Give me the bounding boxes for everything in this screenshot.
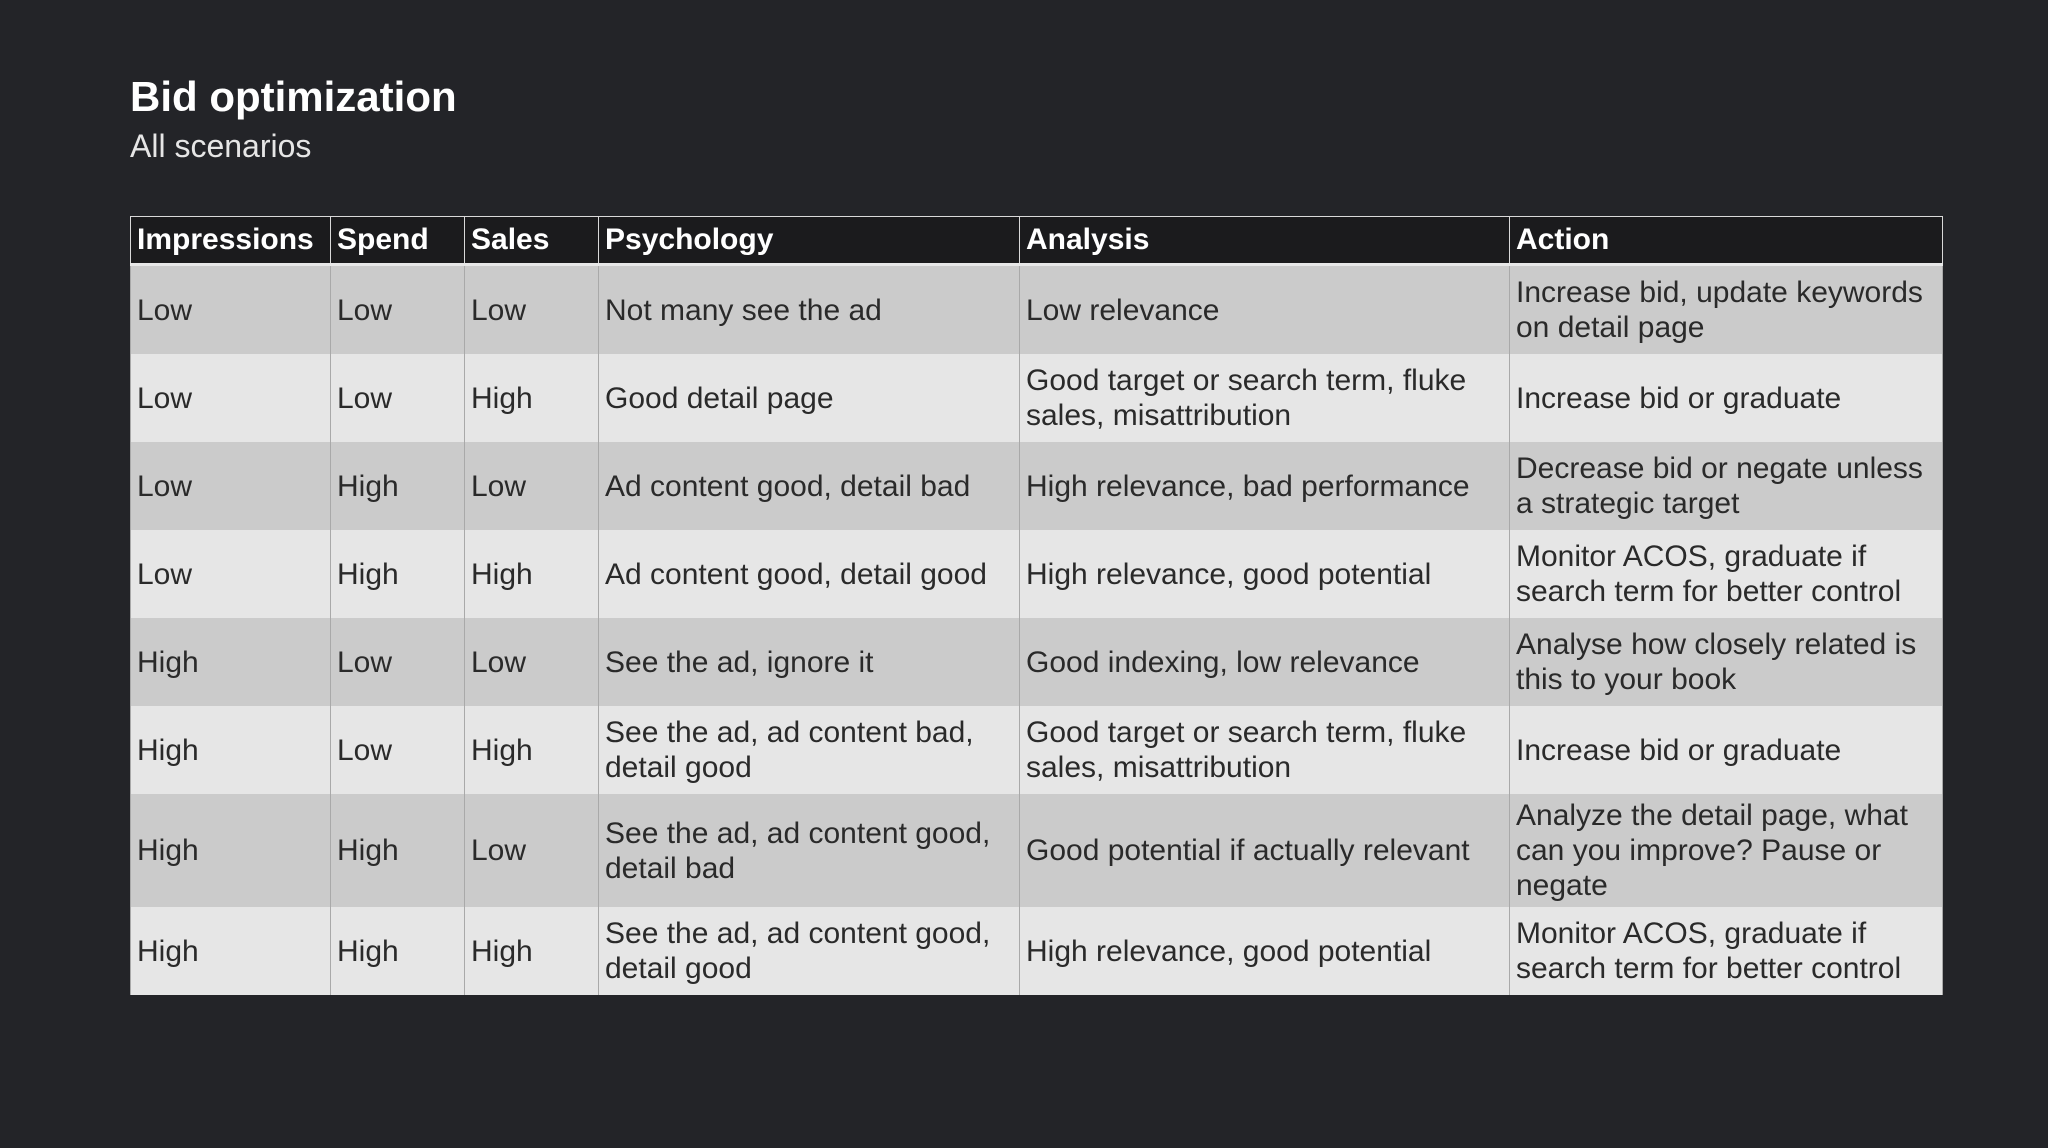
cell-sales: High [465,706,599,794]
cell-spend: High [331,442,465,530]
cell-action: Decrease bid or negate unless a strategic target [1510,442,1943,530]
cell-spend: Low [331,354,465,442]
header-spend: Spend [331,217,465,265]
table-header-row [131,217,1943,265]
cell-analysis: High relevance, good potential [1020,907,1510,995]
cell-impressions: High [131,706,331,794]
table-row [131,618,1943,706]
table-row [131,907,1943,995]
table-row [131,442,1943,530]
cell-analysis: High relevance, good potential [1020,530,1510,618]
cell-analysis: Good potential if actually relevant [1020,794,1510,907]
header-sales: Sales [465,217,599,265]
cell-impressions: Low [131,442,331,530]
cell-impressions: High [131,794,331,907]
cell-sales: Low [465,265,599,355]
cell-sales: High [465,907,599,995]
cell-spend: Low [331,618,465,706]
table-row [131,354,1943,442]
cell-psychology: See the ad, ad content good, detail bad [599,794,1020,907]
cell-action: Analyse how closely related is this to your book [1510,618,1943,706]
cell-psychology: Ad content good, detail bad [599,442,1020,530]
page-subtitle: All scenarios [130,128,312,164]
cell-action: Increase bid or graduate [1510,354,1943,442]
page-title: Bid optimization [130,73,457,120]
cell-spend: High [331,907,465,995]
table-row [131,794,1943,907]
header-impressions: Impressions [131,217,331,265]
cell-action: Analyze the detail page, what can you improve? Pause or negate [1510,794,1943,907]
cell-impressions: Low [131,265,331,355]
table-row [131,530,1943,618]
header-analysis: Analysis [1020,217,1510,265]
table-row [131,706,1943,794]
cell-impressions: Low [131,530,331,618]
cell-analysis: Good indexing, low relevance [1020,618,1510,706]
cell-action: Monitor ACOS, graduate if search term for better control [1510,907,1943,995]
cell-sales: Low [465,442,599,530]
cell-psychology: See the ad, ad content good, detail good [599,907,1020,995]
cell-spend: High [331,530,465,618]
cell-spend: Low [331,706,465,794]
cell-sales: High [465,530,599,618]
bid-optimization-table [130,216,1943,995]
cell-psychology: Not many see the ad [599,265,1020,355]
cell-sales: Low [465,618,599,706]
cell-impressions: High [131,618,331,706]
cell-analysis: Low relevance [1020,265,1510,355]
cell-psychology: Ad content good, detail good [599,530,1020,618]
cell-analysis: Good target or search term, fluke sales, misattribution [1020,706,1510,794]
cell-psychology: See the ad, ignore it [599,618,1020,706]
cell-spend: Low [331,265,465,355]
cell-psychology: See the ad, ad content bad, detail good [599,706,1020,794]
table-row [131,265,1943,355]
cell-analysis: High relevance, bad performance [1020,442,1510,530]
cell-impressions: Low [131,354,331,442]
cell-sales: Low [465,794,599,907]
cell-action: Increase bid, update keywords on detail page [1510,265,1943,355]
cell-spend: High [331,794,465,907]
cell-sales: High [465,354,599,442]
header-action: Action [1510,217,1943,265]
cell-action: Increase bid or graduate [1510,706,1943,794]
cell-psychology: Good detail page [599,354,1020,442]
header-psychology: Psychology [599,217,1020,265]
cell-analysis: Good target or search term, fluke sales, misattribution [1020,354,1510,442]
cell-action: Monitor ACOS, graduate if search term for better control [1510,530,1943,618]
cell-impressions: High [131,907,331,995]
